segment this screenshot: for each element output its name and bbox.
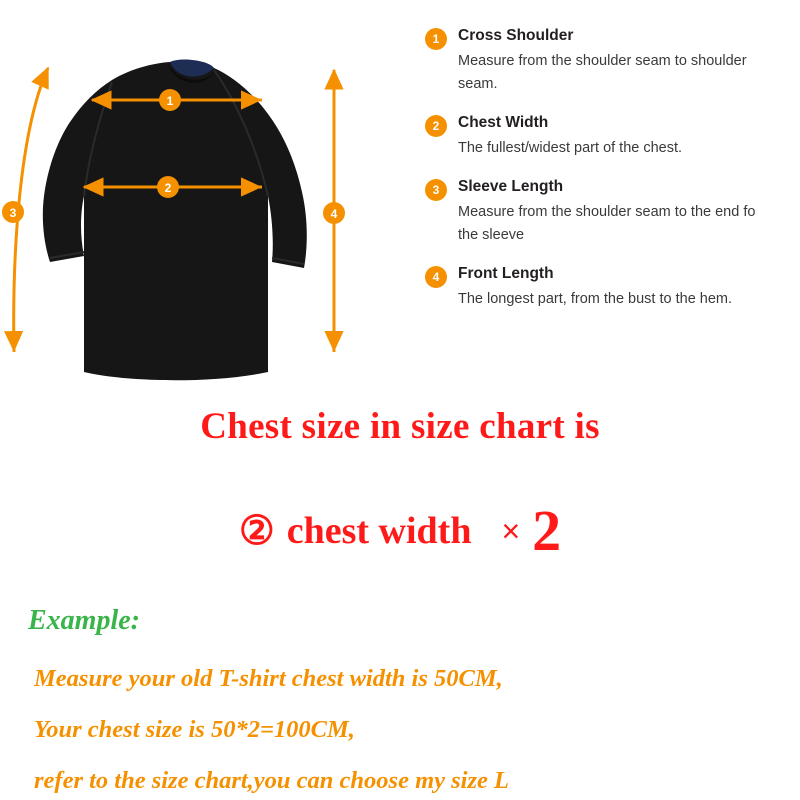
multiply-sign: × [501,513,521,549]
example-block [28,605,788,800]
formula-multiplier: 2 [532,498,562,563]
formula-chest-width-label: chest width [286,510,472,552]
legend-number-4: 4 [425,266,447,288]
marker-4-label: 4 [330,207,338,221]
legend-body-4 [458,264,732,311]
chest-size-headline [0,405,800,563]
legend-body-3 [458,177,778,247]
legend-number-2: 2 [425,115,447,137]
legend-item-front-length [425,264,790,311]
chest-size-formula [0,498,800,563]
legend-body-2 [458,113,682,160]
garment-illustration [0,0,410,400]
legend-number-1: 1 [425,28,447,50]
legend-item-sleeve-length [425,177,790,247]
legend-desc-4: The longest part, from the bust to the hem. [458,291,733,307]
circled-two-glyph: ② [238,508,275,553]
legend-title-4: Front Length [458,265,554,282]
legend-item-cross-shoulder [425,26,790,96]
example-line-1: Measure your old T-shirt chest width is 50CM, [34,665,503,692]
legend-body-1 [458,26,778,96]
legend-item-chest-width [425,113,790,160]
measurement-legend [425,26,790,328]
legend-number-3: 3 [425,179,447,201]
garment-diagram-svg [0,0,410,400]
marker-2-label: 2 [164,181,172,195]
marker-3-label: 3 [9,206,17,220]
legend-title-1: Cross Shoulder [458,27,574,44]
legend-title-2: Chest Width [458,114,549,131]
example-line-3: refer to the size chart,you can choose my size L [34,767,509,794]
legend-title-3: Sleeve Length [458,178,564,195]
example-label: Example: [28,605,140,636]
legend-desc-3: Measure from the shoulder seam to the end fo the sleeve [458,204,756,243]
legend-desc-2: The fullest/widest part of the chest. [458,140,683,156]
headline-text: Chest size in size chart is [200,406,600,447]
example-line-2: Your chest size is 50*2=100CM, [34,716,355,743]
marker-1-label: 1 [166,94,174,108]
legend-desc-1: Measure from the shoulder seam to shoulder seam. [458,53,747,92]
